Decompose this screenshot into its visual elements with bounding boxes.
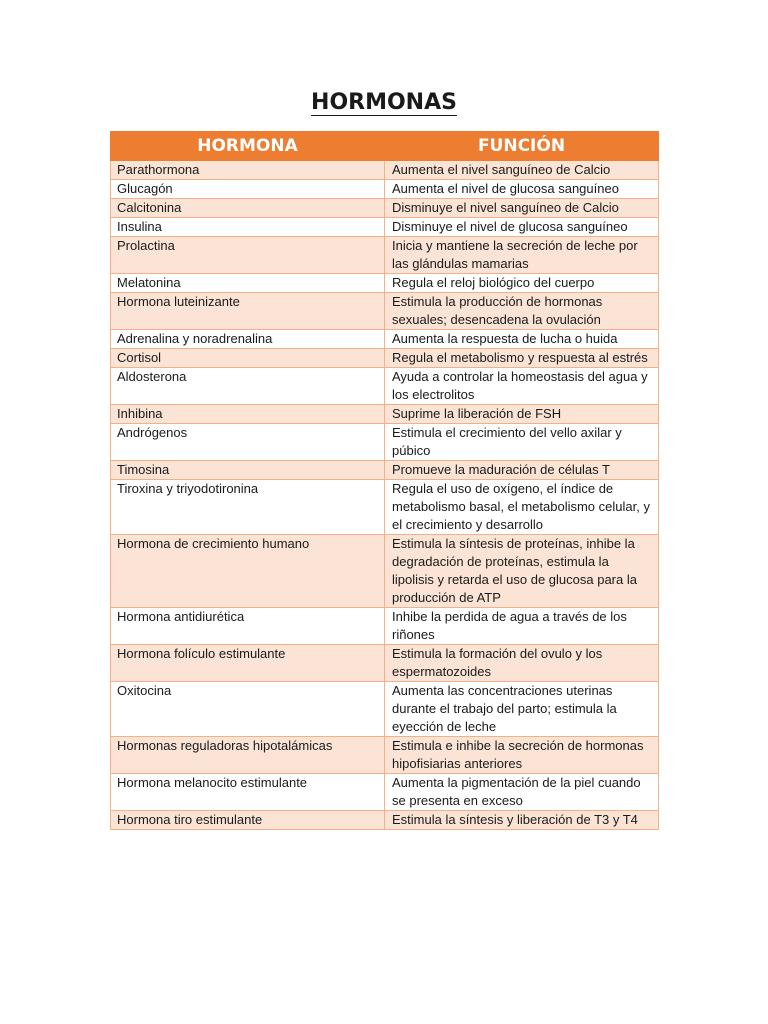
table-row	[111, 461, 659, 480]
table-row	[111, 535, 659, 608]
table-row	[111, 218, 659, 237]
table-row	[111, 424, 659, 461]
table-row	[111, 811, 659, 830]
hormone-name: Hormonas reguladoras hipotalámicas	[111, 737, 385, 774]
table-row	[111, 682, 659, 737]
table-body	[111, 161, 659, 830]
table-row	[111, 180, 659, 199]
table-row	[111, 774, 659, 811]
hormone-name: Hormona luteinizante	[111, 293, 385, 330]
hormone-function: Regula el reloj biológico del cuerpo	[385, 274, 659, 293]
hormone-function: Suprime la liberación de FSH	[385, 405, 659, 424]
hormone-name: Hormona tiro estimulante	[111, 811, 385, 830]
hormone-name: Parathormona	[111, 161, 385, 180]
hormone-function: Estimula la síntesis de proteínas, inhibe la degradación de proteínas, estimula la lipolisis y retarda el uso de glucosa para la producción de ATP	[385, 535, 659, 608]
hormone-function: Disminuye el nivel de glucosa sanguíneo	[385, 218, 659, 237]
hormone-name: Hormona antidiurética	[111, 608, 385, 645]
table-row	[111, 608, 659, 645]
column-header-funcion: FUNCIÓN	[385, 132, 659, 161]
hormone-name: Hormona melanocito estimulante	[111, 774, 385, 811]
table-row	[111, 161, 659, 180]
table-header-row	[111, 132, 659, 161]
hormone-table	[110, 131, 659, 830]
table-row	[111, 349, 659, 368]
hormone-function: Regula el uso de oxígeno, el índice de metabolismo basal, el metabolismo celular, y el crecimiento y desarrollo	[385, 480, 659, 535]
hormone-name: Tiroxina y triyodotironina	[111, 480, 385, 535]
page-title	[0, 88, 768, 118]
hormone-name: Hormona folículo estimulante	[111, 645, 385, 682]
hormone-name: Oxitocina	[111, 682, 385, 737]
hormone-function: Inicia y mantiene la secreción de leche por las glándulas mamarias	[385, 237, 659, 274]
hormone-function: Estimula la formación del ovulo y los espermatozoides	[385, 645, 659, 682]
hormone-function: Aumenta la respuesta de lucha o huida	[385, 330, 659, 349]
column-header-hormona: HORMONA	[111, 132, 385, 161]
hormone-name: Calcitonina	[111, 199, 385, 218]
table-row	[111, 293, 659, 330]
hormone-function: Regula el metabolismo y respuesta al estrés	[385, 349, 659, 368]
hormone-name: Hormona de crecimiento humano	[111, 535, 385, 608]
table-row	[111, 274, 659, 293]
hormone-function: Ayuda a controlar la homeostasis del agua y los electrolitos	[385, 368, 659, 405]
hormone-name: Insulina	[111, 218, 385, 237]
hormone-function: Disminuye el nivel sanguíneo de Calcio	[385, 199, 659, 218]
hormone-function: Promueve la maduración de células T	[385, 461, 659, 480]
table-row	[111, 480, 659, 535]
table-row	[111, 645, 659, 682]
page-title-text: HORMONAS	[311, 90, 457, 115]
hormone-function: Estimula la producción de hormonas sexuales; desencadena la ovulación	[385, 293, 659, 330]
hormone-name: Cortisol	[111, 349, 385, 368]
hormone-function: Aumenta las concentraciones uterinas durante el trabajo del parto; estimula la eyección de leche	[385, 682, 659, 737]
hormone-function: Aumenta la pigmentación de la piel cuando se presenta en exceso	[385, 774, 659, 811]
table-row	[111, 199, 659, 218]
hormone-name: Aldosterona	[111, 368, 385, 405]
table-row	[111, 330, 659, 349]
hormone-name: Prolactina	[111, 237, 385, 274]
hormone-name: Inhibina	[111, 405, 385, 424]
table-row	[111, 405, 659, 424]
hormone-function: Estimula el crecimiento del vello axilar y púbico	[385, 424, 659, 461]
hormone-name: Glucagón	[111, 180, 385, 199]
hormone-function: Inhibe la perdida de agua a través de los riñones	[385, 608, 659, 645]
table-row	[111, 737, 659, 774]
table-row	[111, 368, 659, 405]
hormone-function: Aumenta el nivel de glucosa sanguíneo	[385, 180, 659, 199]
table-row	[111, 237, 659, 274]
hormone-name: Timosina	[111, 461, 385, 480]
hormone-function: Estimula la síntesis y liberación de T3 y T4	[385, 811, 659, 830]
hormone-name: Andrógenos	[111, 424, 385, 461]
hormone-function: Aumenta el nivel sanguíneo de Calcio	[385, 161, 659, 180]
hormone-function: Estimula e inhibe la secreción de hormonas hipofisiarias anteriores	[385, 737, 659, 774]
hormone-name: Adrenalina y noradrenalina	[111, 330, 385, 349]
hormone-name: Melatonina	[111, 274, 385, 293]
